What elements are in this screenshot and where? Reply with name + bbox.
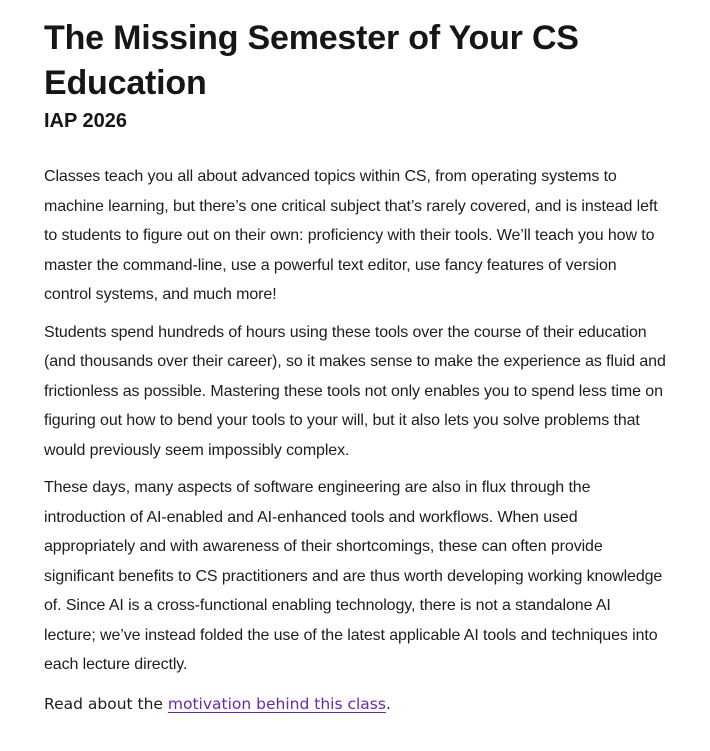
ai-paragraph: These days, many aspects of software engineering are also in flux through the introduction of AI-enabled and AI-enhanced tools and workflows. When used appropriately and with awareness of their shortcomings, these can often provide significant benefits to CS practitioners and are thus worth developing working knowledge of. Since AI is a cross-functional enabling technology, there is not a standalone AI lecture; we’ve instead folded the use of the latest applicable AI tools and techniques into each lecture directly. (44, 479, 663, 673)
motivation-line-prefix: Read about the (44, 694, 168, 713)
page-title: The Missing Semester of Your CS Education (44, 19, 579, 102)
page-subtitle: IAP 2026 (44, 110, 128, 132)
intro-paragraph: Classes teach you all about advanced topics within CS, from operating systems to machine learning, but there’s one critical subject that’s rarely covered, and is instead left to students to figure out on their own: proficiency with their tools. We’ll teach you how to master the command-line, use a powerful text editor, use fancy features of version control systems, and much more! (44, 168, 658, 303)
tools-benefit-paragraph: Students spend hundreds of hours using these tools over the course of their education (and thousands over their career), so it makes sense to make the experience as fluid and frictionless as possible. Mastering these tools not only enables you to spend less time on figuring out how to bend your tools to your will, but it also lets you solve problems that would previously seem impossibly complex. (44, 323, 666, 459)
motivation-link[interactable]: motivation behind this class (167, 694, 386, 713)
course-description (44, 162, 664, 719)
motivation-line-suffix: . (385, 694, 391, 713)
motivation-line (44, 690, 666, 720)
